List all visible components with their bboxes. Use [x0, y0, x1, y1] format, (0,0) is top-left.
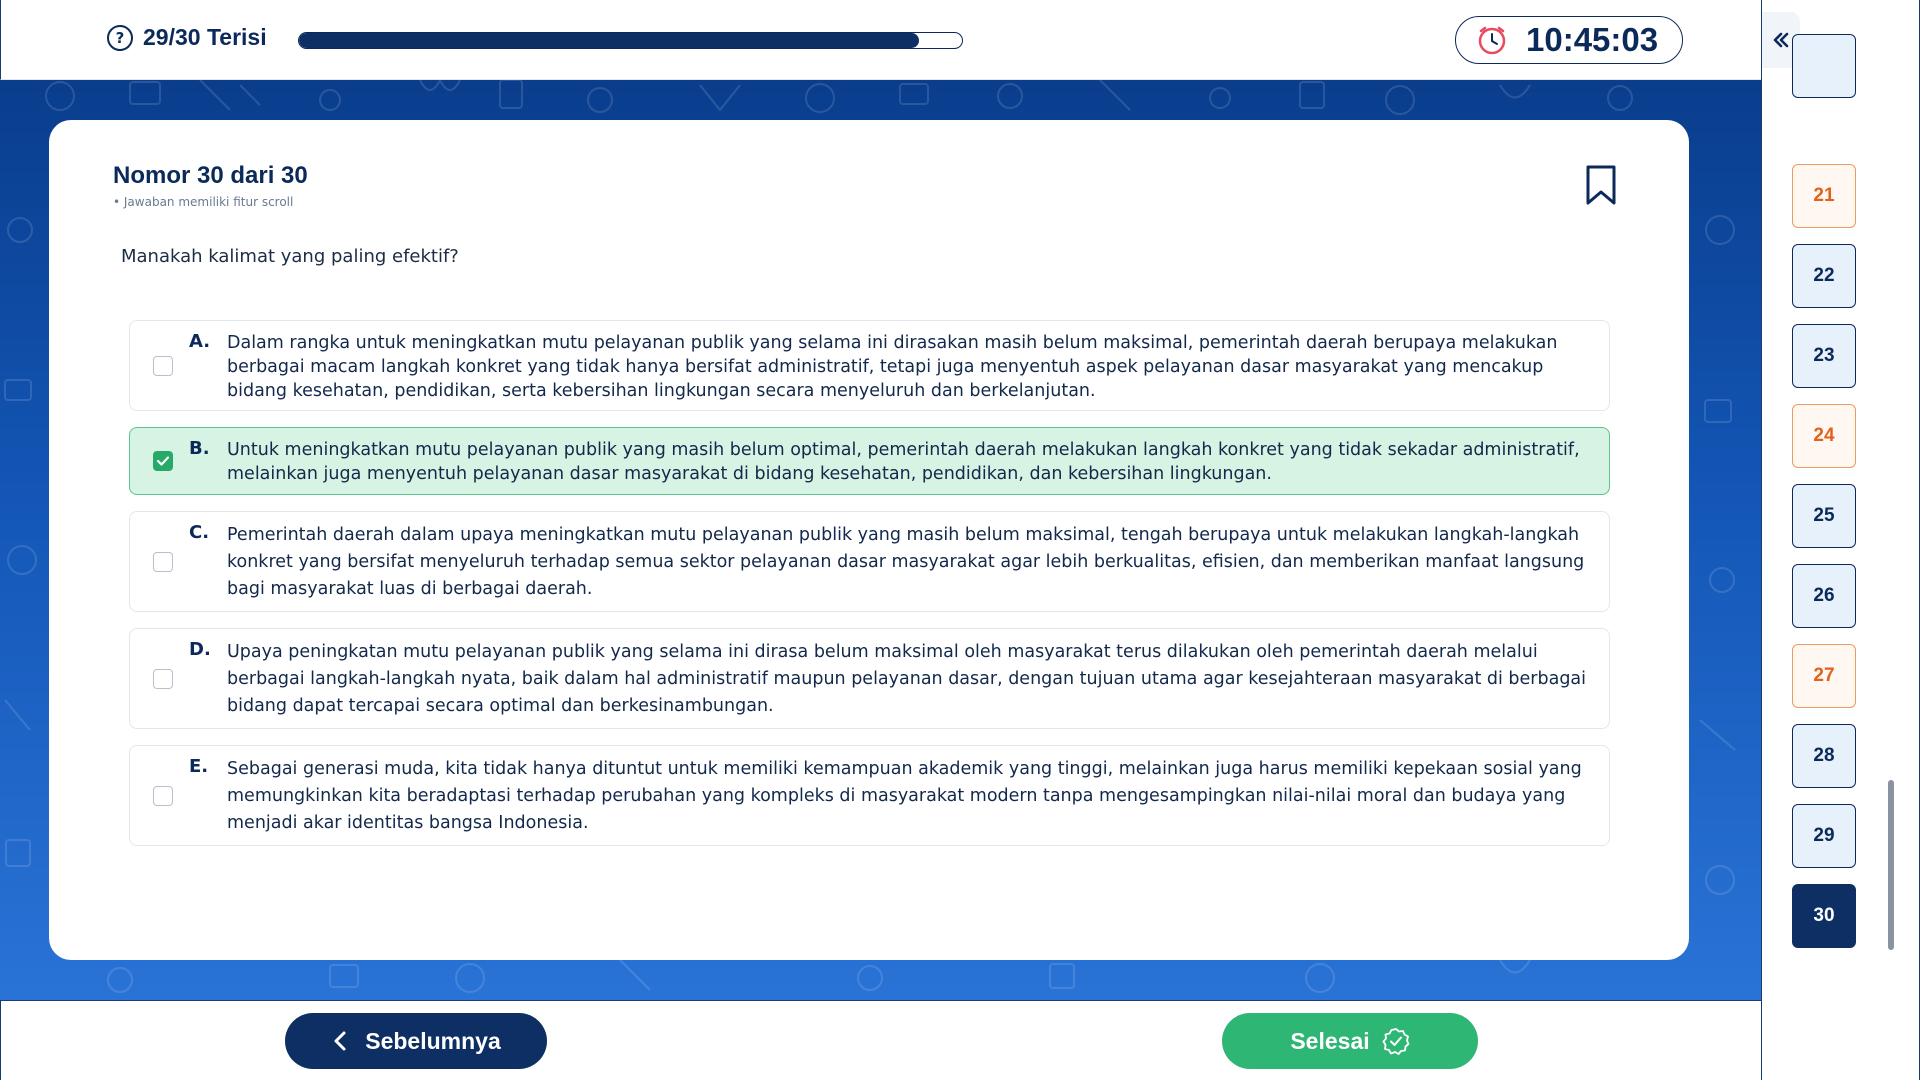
question-nav-item[interactable]	[1792, 164, 1856, 228]
top-bar	[0, 0, 1761, 80]
question-nav-item[interactable]	[1792, 484, 1856, 548]
nav-item-label: 21	[1813, 185, 1835, 206]
nav-item-label: 22	[1813, 265, 1835, 286]
question-nav-item[interactable]	[1792, 804, 1856, 868]
alarm-clock-icon	[1476, 24, 1508, 56]
scroll-hint: • Jawaban memiliki fitur scroll	[113, 195, 294, 209]
nav-item-label: 30	[1813, 905, 1835, 926]
progress-label: 29/30 Terisi	[143, 24, 267, 50]
bottom-bar	[0, 1000, 1761, 1080]
option-checkbox[interactable]	[153, 552, 173, 572]
question-text: Manakah kalimat yang paling efektif?	[121, 246, 459, 267]
nav-item-label: 27	[1813, 665, 1835, 686]
nav-item-label: 26	[1813, 585, 1835, 606]
question-nav-item[interactable]	[1792, 724, 1856, 788]
option-text: Upaya peningkatan mutu pelayanan publik yang selama ini dirasa belum maksimal oleh masyarakat terus dilakukan oleh pemerintah daerah melalui berbagai langkah-langkah nyata, baik dalam hal administratif maupun pelayanan dasar, dengan tujuan utama agar kesejahteraan masyarakat di berbagai bidang dapat tercapai secara optimal dan berkesinambungan.	[227, 642, 1587, 716]
question-nav-item-current[interactable]	[1792, 884, 1856, 948]
option-checkbox[interactable]	[153, 786, 173, 806]
option-text: Sebagai generasi muda, kita tidak hanya dituntut untuk memiliki kemampuan akademik yang tinggi, melainkan juga harus memiliki kepekaan sosial yang memungkinkan kita beradaptasi terhadap perubahan yang kompleks di masyarakat modern tanpa mengesampingkan nilai-nilai moral dan budaya yang menjadi akar identitas bangsa Indonesia.	[227, 759, 1582, 833]
question-nav-item[interactable]	[1792, 404, 1856, 468]
question-nav-item[interactable]	[1792, 564, 1856, 628]
option-letter: C.	[189, 522, 210, 543]
answer-option-b[interactable]	[129, 427, 1610, 495]
bookmark-icon[interactable]	[1584, 164, 1618, 206]
nav-item-label: 29	[1813, 825, 1835, 846]
option-letter: E.	[189, 756, 209, 777]
chevron-left-icon	[331, 1030, 349, 1052]
answer-option-a[interactable]	[129, 320, 1610, 411]
answer-option-c[interactable]	[129, 511, 1610, 612]
progress-fill	[299, 33, 919, 48]
nav-item-label: 25	[1813, 505, 1835, 526]
nav-item-label: 24	[1813, 425, 1835, 446]
question-nav-item[interactable]	[1792, 34, 1856, 98]
progress-summary	[107, 24, 267, 51]
option-checkbox-checked[interactable]	[153, 451, 173, 471]
double-chevron-left-icon	[1771, 30, 1791, 50]
question-navigator	[1761, 0, 1920, 1080]
checkmark-icon	[156, 454, 170, 468]
nav-item-label: 28	[1813, 745, 1835, 766]
option-checkbox[interactable]	[153, 356, 173, 376]
progress-bar	[298, 32, 963, 49]
help-icon[interactable]: ?	[107, 25, 133, 51]
sidebar-scrollbar[interactable]	[1888, 780, 1894, 950]
option-text: Pemerintah daerah dalam upaya meningkatkan mutu pelayanan publik yang masih belum maksimal, tengah berupaya untuk melakukan langkah-langkah konkret yang bersifat menyeluruh terhadap semua sektor pelayanan dasar masyarakat agar lebih berkualitas, efisien, dan memberikan manfaat langsung bagi masyarakat luas di berbagai daerah.	[227, 525, 1585, 599]
option-text: Dalam rangka untuk meningkatkan mutu pelayanan publik yang selama ini dirasakan masih belum maksimal, pemerintah daerah berupaya melakukan berbagai macam langkah konkret yang tidak hanya bersifat administratif, tetapi juga menyentuh aspek pelayanan dasar masyarakat yang mencakup bidang kesehatan, pendidikan, serta kebersihan lingkungan secara menyeluruh dan berkelanjutan.	[227, 333, 1558, 401]
option-letter: D.	[189, 639, 211, 660]
answer-option-d[interactable]	[129, 628, 1610, 729]
previous-button-label: Sebelumnya	[365, 1027, 501, 1054]
previous-button[interactable]	[285, 1013, 547, 1069]
timer-value: 10:45:03	[1526, 21, 1659, 58]
question-number: Nomor 30 dari 30	[113, 162, 308, 189]
question-nav-item[interactable]	[1792, 644, 1856, 708]
option-letter: B.	[189, 438, 210, 459]
option-letter: A.	[189, 331, 211, 352]
check-circle-icon	[1382, 1027, 1410, 1055]
main-area	[0, 80, 1761, 1000]
finish-button-label: Selesai	[1290, 1027, 1370, 1054]
question-card	[49, 120, 1689, 960]
question-nav-item[interactable]	[1792, 244, 1856, 308]
answer-option-e[interactable]	[129, 745, 1610, 846]
option-text: Untuk meningkatkan mutu pelayanan publik yang masih belum optimal, pemerintah daerah melakukan langkah konkret yang tidak sekadar administratif, melainkan juga menyentuh pelayanan dasar masyarakat di bidang kesehatan, pendidikan, dan kebersihan lingkungan.	[227, 440, 1580, 484]
option-checkbox[interactable]	[153, 669, 173, 689]
finish-button[interactable]	[1222, 1013, 1478, 1069]
nav-item-label: 23	[1813, 345, 1835, 366]
question-nav-item[interactable]	[1792, 324, 1856, 388]
timer	[1455, 16, 1683, 64]
